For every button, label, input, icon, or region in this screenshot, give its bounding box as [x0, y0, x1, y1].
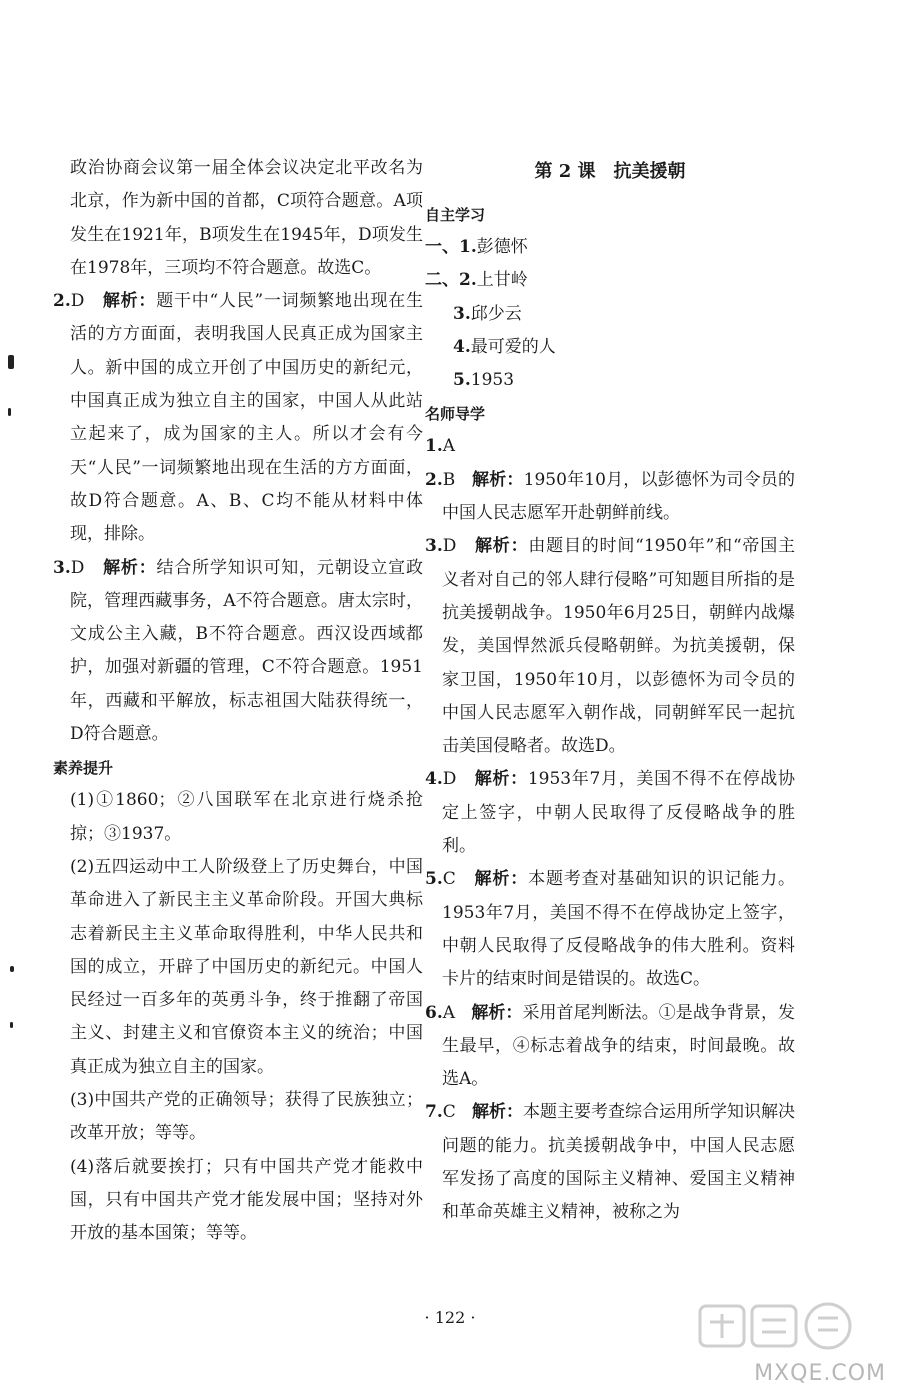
answer-number: 5. — [425, 869, 443, 890]
self-item-1 — [425, 231, 795, 264]
answer-choice: B — [442, 469, 456, 490]
item-number: 二、2. — [425, 270, 477, 291]
suyang-item-4: (4)落后就要挨打；只有中国共产党才能救中国，只有中国共产党才能发展中国；坚持对外开放的基本国策；等等。 — [70, 1156, 423, 1244]
right-column — [425, 152, 795, 1230]
analysis-label: 解析： — [474, 536, 529, 557]
analysis-label: 解析： — [474, 769, 528, 790]
answer-choice: D — [442, 536, 457, 557]
section-heading-suyang: 素养提升 — [53, 759, 114, 778]
item-answer: 邱少云 — [470, 303, 522, 324]
answer-choice: A — [442, 436, 456, 457]
self-item-4 — [425, 331, 795, 364]
answer-number: 4. — [425, 769, 443, 790]
answer-number: 3. — [53, 557, 71, 578]
answer-number: 6. — [425, 1002, 443, 1023]
analysis-text: 1953年7月，美国不得不在停战协定上签字，中朝人民取得了反侵略战争的胜利。 — [442, 769, 795, 857]
item-answer: 上甘岭 — [476, 270, 528, 291]
answer-choice: C — [442, 869, 456, 890]
answer-continuation: 政治协商会议第一届全体会议决定北平改名为北京，作为新中国的首都，C项符合题意。A项发生在1921年，B项发生在1945年，D项发生在1978年，三项均不符合题意。故选C。 — [70, 158, 423, 278]
analysis-text: 采用首尾判断法。①是战争背景，发生最早，④标志着战争的结束，时间最晚。故选A。 — [442, 1002, 796, 1090]
self-item-5 — [425, 364, 795, 397]
analysis-label: 解析： — [474, 869, 529, 890]
answer-item-2 — [53, 285, 423, 551]
left-column — [53, 152, 423, 1251]
item-number: 一、1. — [425, 237, 477, 257]
analysis-text: 由题目的时间“1950年”和“帝国主义者对自己的邻人肆行侵略”可知题目所指的是抗美援朝战争。1950年6月25日，朝鲜内战爆发，美国悍然派兵侵略朝鲜。为抗美援朝，保家卫国，1950年10月，以彭德怀为司令员的中国人民志愿军入朝作战，同朝鲜军民一起抗击美国侵略者。故选D。 — [442, 536, 796, 757]
analysis-label: 解析： — [471, 1102, 523, 1123]
guide-item-3 — [425, 530, 795, 763]
analysis-text: 1950年10月，以彭德怀为司令员的中国人民志愿军开赴朝鲜前线。 — [442, 469, 796, 524]
scan-speck — [10, 966, 14, 972]
answer-choice: C — [442, 1102, 456, 1123]
answer-number: 7. — [425, 1102, 443, 1123]
analysis-label: 解析： — [103, 557, 157, 578]
lesson-title: 第 2 课 抗美援朝 — [534, 161, 686, 182]
answer-choice: D — [70, 557, 85, 578]
answer-number: 3. — [425, 536, 443, 557]
answer-item-3 — [53, 552, 423, 752]
page-number: · 122 · — [424, 1308, 476, 1327]
answer-choice: A — [442, 1002, 456, 1023]
guide-item-1 — [425, 430, 795, 463]
answer-number: 2. — [425, 469, 443, 490]
item-answer: 最可爱的人 — [470, 336, 556, 357]
analysis-text: 结合所学知识可知，元朝设立宣政院，管理西藏事务，A不符合题意。唐太宗时，文成公主入藏，B不符合题意。西汉设西域都护，加强对新疆的管理，C不符合题意。1951年，西藏和平解放，标志祖国大陆获得统一，D符合题意。 — [70, 557, 424, 745]
self-item-3 — [425, 298, 795, 331]
scan-speck — [8, 355, 14, 369]
answer-number: 1. — [425, 436, 443, 457]
item-number: 4. — [453, 336, 471, 357]
scan-speck — [8, 408, 11, 416]
item-number: 3. — [453, 303, 471, 324]
suyang-item-2: (2)五四运动中工人阶级登上了历史舞台，中国革命进入了新民主主义革命阶段。开国大典标志着新民主主义革命取得胜利，中华人民共和国的成立，开辟了中国历史的新纪元。中国人民经过一百多年的英勇斗争，终于推翻了帝国主义、封建主义和官僚资本主义的统治；中国真正成为独立自主的国家。 — [70, 856, 423, 1077]
guide-item-4 — [425, 763, 795, 863]
analysis-text: 题干中“人民”一词频繁地出现在生活的方方面面，表明我国人民真正成为国家主人。新中国的成立开创了中国历史的新纪元，中国真正成为独立自主的国家，中国人从此站立起来了，成为国家的主人。所以才会有今天“人民”一词频繁地出现在生活的方方面面，故D符合题意。A、B、C均不能从材料中体现，排除。 — [70, 291, 423, 545]
scan-speck — [10, 1022, 13, 1028]
answer-choice: D — [442, 769, 457, 790]
analysis-text: 本题主要考查综合运用所学知识解决问题的能力。抗美援朝战争中，中国人民志愿军发扬了高度的国际主义精神、爱国主义精神和革命英雄主义精神，被称之为 — [442, 1102, 796, 1223]
guide-item-7 — [425, 1096, 795, 1229]
guide-item-2 — [425, 464, 795, 531]
item-answer: 彭德怀 — [476, 237, 528, 257]
analysis-label: 解析： — [471, 1002, 523, 1023]
item-number: 5. — [453, 370, 471, 391]
section-heading-zizhu: 自主学习 — [425, 206, 486, 224]
suyang-item-3: (3)中国共产党的正确领导；获得了民族独立；改革开放；等等。 — [70, 1090, 423, 1144]
item-answer: 1953 — [470, 370, 515, 391]
answer-number: 2. — [53, 291, 71, 312]
self-item-2 — [425, 264, 795, 297]
guide-item-6 — [425, 997, 795, 1097]
analysis-label: 解析： — [472, 469, 524, 490]
suyang-item-1: (1)①1860；②八国联军在北京进行烧杀抢掠；③1937。 — [70, 790, 423, 844]
watermark-text: MXQE.COM — [754, 1361, 886, 1386]
guide-item-5 — [425, 863, 795, 996]
analysis-label: 解析： — [102, 291, 157, 312]
section-heading-mingshi: 名师导学 — [425, 405, 486, 424]
analysis-text: 本题考查对基础知识的识记能力。1953年7月，美国不得不在停战协定上签字，中朝人民取得了反侵略战争的伟大胜利。资料卡片的结束时间是错误的。故选C。 — [442, 869, 796, 990]
answer-choice: D — [70, 291, 85, 312]
